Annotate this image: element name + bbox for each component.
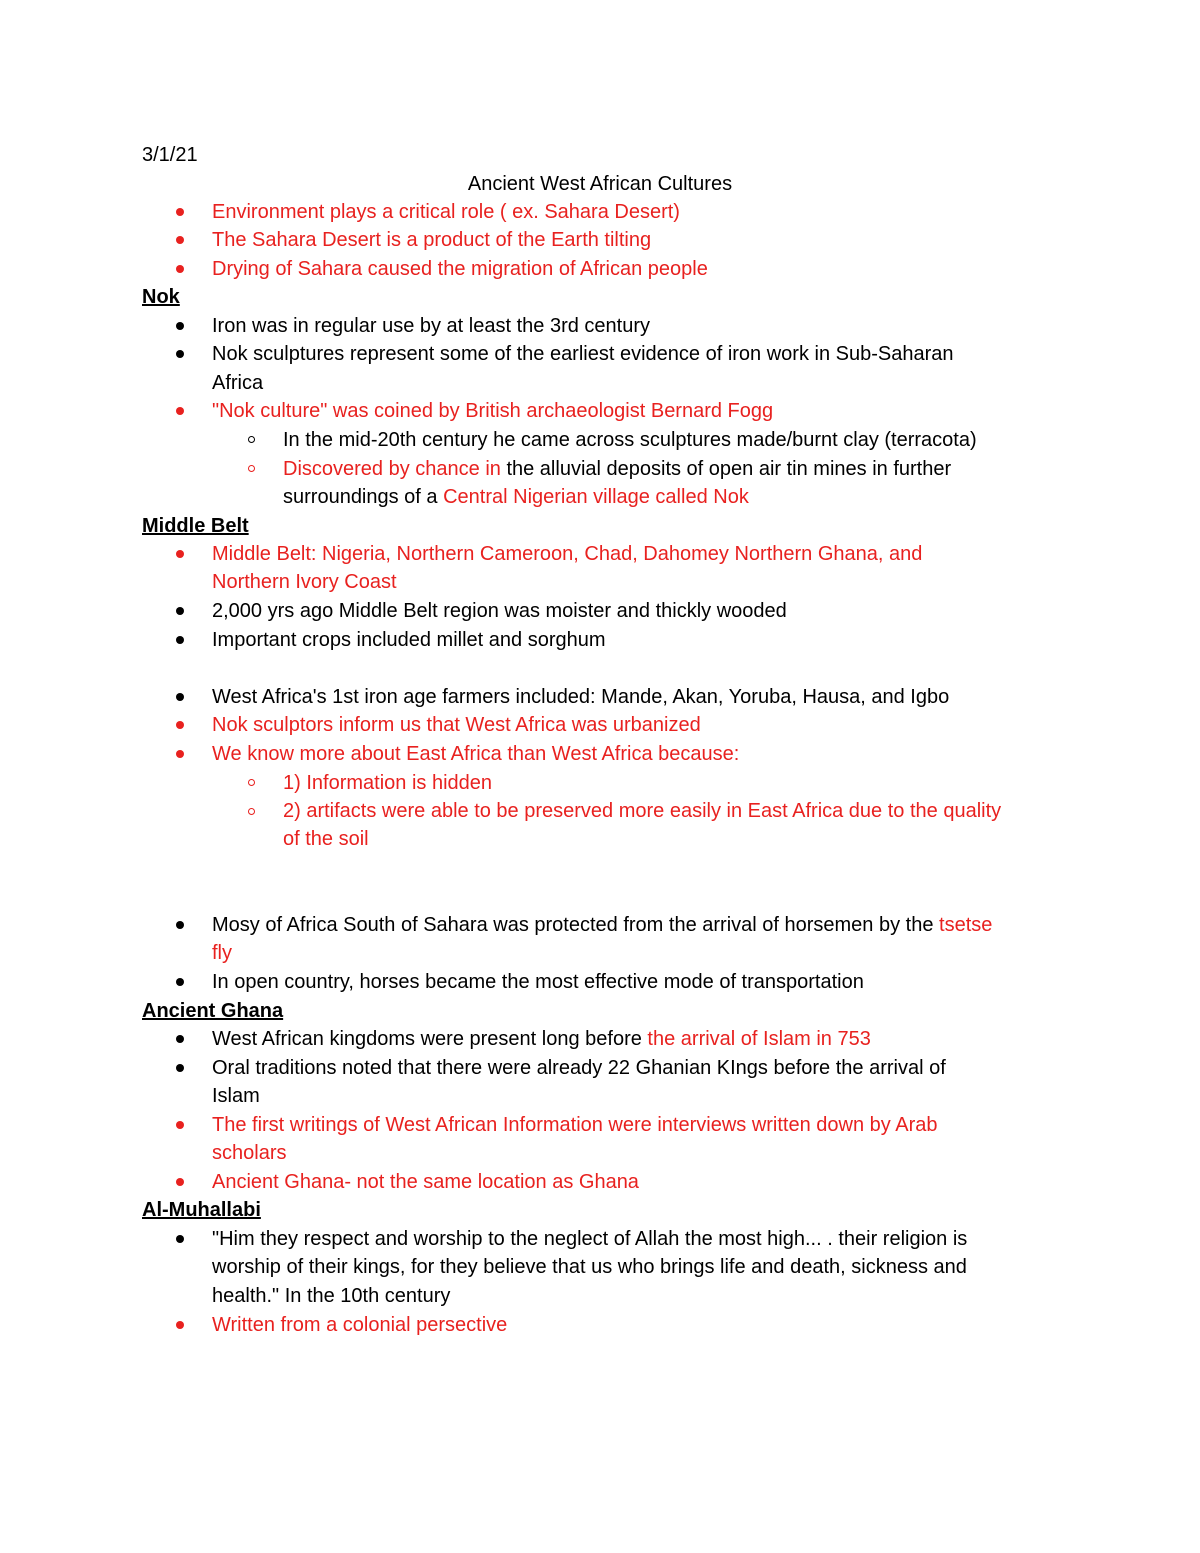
bullet-icon — [176, 407, 184, 415]
bullet-icon — [176, 607, 184, 615]
hollow-bullet-icon — [248, 808, 255, 815]
sub-list-item: In the mid-20th century he came across sculptures made/burnt clay (terracota) — [283, 429, 977, 451]
list-item: "Him they respect and worship to the neglect of Allah the most high... . their religion is — [212, 1228, 968, 1250]
bullet-icon — [176, 1121, 184, 1129]
list-item-continuation: scholars — [212, 1142, 287, 1164]
bullet-icon — [176, 208, 184, 216]
sub-list-item — [283, 457, 951, 481]
list-item: West Africa's 1st iron age farmers included: Mande, Akan, Yoruba, Hausa, and Igbo — [212, 686, 950, 708]
list-item-continuation: Northern Ivory Coast — [212, 571, 397, 593]
list-item-continuation: Islam — [212, 1085, 260, 1107]
bullet-icon — [176, 978, 184, 986]
list-item: Nok sculptors inform us that West Africa was urbanized — [212, 714, 701, 736]
list-item: Ancient Ghana- not the same location as Ghana — [212, 1171, 639, 1193]
list-item: Oral traditions noted that there were already 22 Ghanian KIngs before the arrival of — [212, 1057, 946, 1079]
date: 3/1/21 — [142, 144, 198, 166]
section-heading-middle-belt: Middle Belt — [142, 515, 249, 537]
intro-item: Environment plays a critical role ( ex. Sahara Desert) — [212, 201, 680, 223]
highlighted-text: Discovered by chance in — [283, 458, 501, 480]
highlighted-text: the arrival of Islam in 753 — [647, 1028, 871, 1050]
bullet-icon — [176, 350, 184, 358]
bullet-icon — [176, 750, 184, 758]
hollow-bullet-icon — [248, 779, 255, 786]
list-item: Written from a colonial persective — [212, 1314, 508, 1336]
list-item-continuation: fly — [212, 942, 232, 964]
bullet-icon — [176, 322, 184, 330]
plain-text: Mosy of Africa South of Sahara was protected from the arrival of horsemen by the — [212, 914, 940, 936]
bullet-icon — [176, 693, 184, 701]
sub-list-item-continuation — [283, 485, 749, 509]
list-item-continuation: worship of their kings, for they believe that us who brings life and death, sickness and — [212, 1256, 967, 1278]
list-item: Important crops included millet and sorghum — [212, 629, 606, 651]
section-heading-nok: Nok — [142, 286, 180, 308]
sub-list-item-continuation: of the soil — [283, 828, 369, 850]
section-heading-al-muhallabi: Al-Muhallabi — [142, 1199, 261, 1221]
list-item-continuation: health." In the 10th century — [212, 1285, 451, 1307]
page-title: Ancient West African Cultures — [467, 173, 733, 195]
list-item: The first writings of West African Information were interviews written down by Arab — [212, 1114, 938, 1136]
bullet-icon — [176, 550, 184, 558]
bullet-icon — [176, 1235, 184, 1243]
list-item-continuation: Africa — [212, 372, 264, 394]
bullet-icon — [176, 721, 184, 729]
highlighted-text: Central Nigerian village called Nok — [443, 486, 749, 508]
highlighted-text: tsetse — [939, 914, 993, 936]
section-heading-ancient-ghana: Ancient Ghana — [142, 1000, 284, 1022]
bullet-icon — [176, 1321, 184, 1329]
plain-text: West African kingdoms were present long before — [212, 1028, 648, 1050]
list-item: 2,000 yrs ago Middle Belt region was moister and thickly wooded — [212, 600, 787, 622]
list-item — [212, 1027, 871, 1051]
hollow-bullet-icon — [248, 465, 255, 472]
list-item: "Nok culture" was coined by British archaeologist Bernard Fogg — [212, 400, 774, 422]
list-item: Middle Belt: Nigeria, Northern Cameroon, Chad, Dahomey Northern Ghana, and — [212, 543, 923, 565]
bullet-icon — [176, 1035, 184, 1043]
list-item: Iron was in regular use by at least the 3rd century — [212, 315, 651, 337]
bullet-icon — [176, 1178, 184, 1186]
list-item: In open country, horses became the most effective mode of transportation — [212, 971, 864, 993]
plain-text: surroundings of a — [283, 486, 444, 508]
list-item — [212, 913, 992, 937]
bullet-icon — [176, 265, 184, 273]
plain-text: the alluvial deposits of open air tin mines in further — [500, 458, 952, 480]
list-item: We know more about East Africa than West Africa because: — [212, 743, 740, 765]
bullet-icon — [176, 921, 184, 929]
intro-item: Drying of Sahara caused the migration of African people — [212, 258, 708, 280]
intro-item: The Sahara Desert is a product of the Earth tilting — [212, 229, 652, 251]
list-item: Nok sculptures represent some of the earliest evidence of iron work in Sub-Saharan — [212, 343, 954, 365]
bullet-icon — [176, 236, 184, 244]
sub-list-item: 1) Information is hidden — [283, 772, 493, 794]
hollow-bullet-icon — [248, 436, 255, 443]
bullet-icon — [176, 636, 184, 644]
sub-list-item: 2) artifacts were able to be preserved more easily in East Africa due to the quality — [283, 800, 1002, 822]
bullet-icon — [176, 1064, 184, 1072]
